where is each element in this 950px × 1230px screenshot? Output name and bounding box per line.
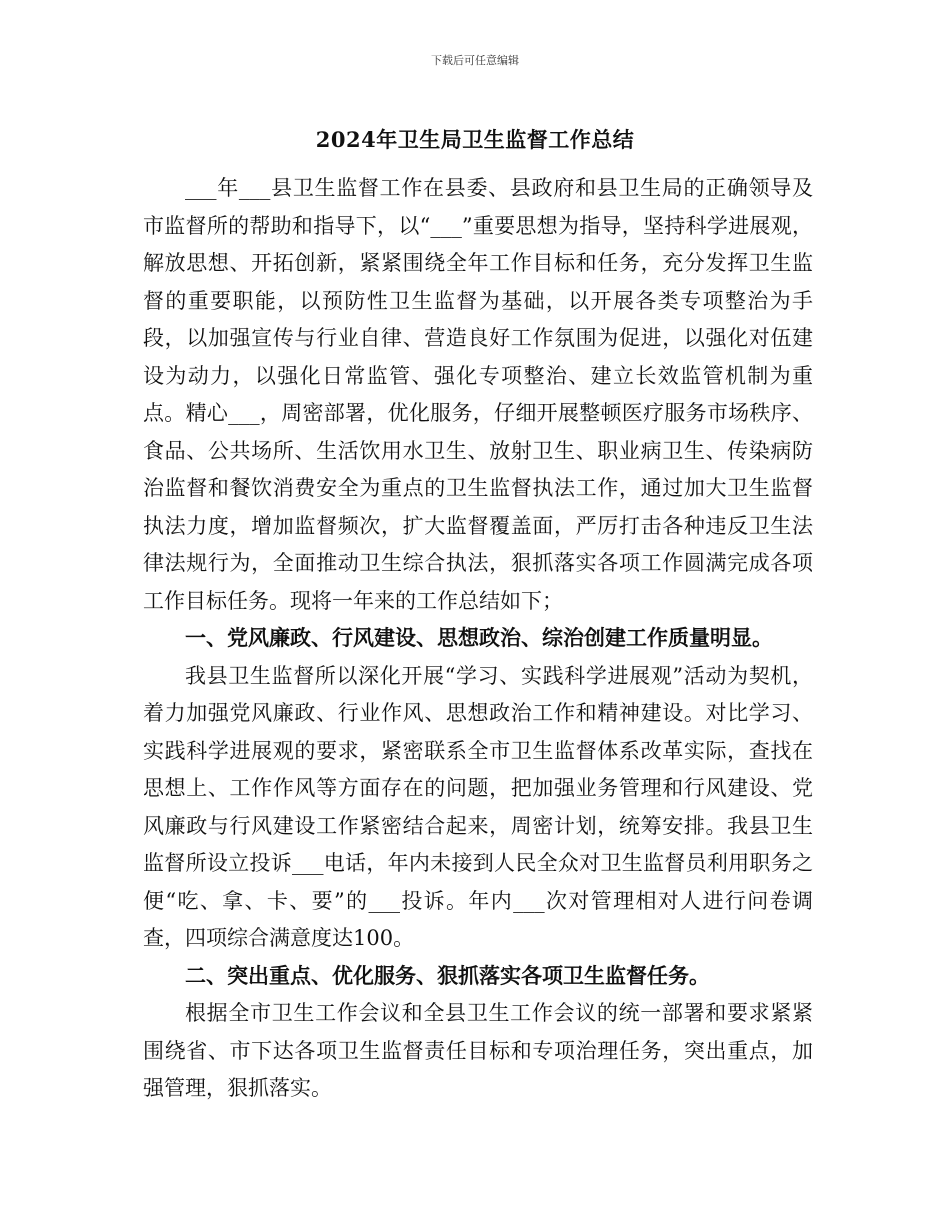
header-note: 下载后可任意编辑 xyxy=(431,54,519,67)
intro-paragraph: ___年___县卫生监督工作在县委、县政府和县卫生局的正确领导及市监督所的帮助和指导下，以“___”重要思想为指导，坚持科学进展观，解放思想、开拓创新，紧紧围绕全年工作目标和任务，充分发挥卫生监督的重要职能，以预防性卫生监督为基础，以开展各类专项整治为手段，以加强宣传与行业自律、营造良好工作氛围为促进，以强化对伍建设为动力，以强化日常监管、强化专项整治、建立长效监管机制为重点。精心___，周密部署，优化服务，仔细开展整顿医疗服务市场秩序、食品、公共场所、生活饮用水卫生、放射卫生、职业病卫生、传染病防治监督和餐饮消费安全为重点的卫生监督执法工作，通过加大卫生监督执法力度，增加监督频次，扩大监督覆盖面，严厉打击各种违反卫生法律法规行为，全面推动卫生综合执法，狠抓落实各项工作圆满完成各项工作目标任务。现将一年来的工作总结如下； xyxy=(143,176,813,613)
document-body xyxy=(143,170,813,1108)
section-2-heading: 二、突出重点、优化服务、狠抓落实各项卫生监督任务。 xyxy=(185,963,710,988)
document-title: 2024年卫生局卫生监督工作总结 xyxy=(315,127,635,152)
section-2-paragraph: 根据全市卫生工作会议和全县卫生工作会议的统一部署和要求紧紧围绕省、市下达各项卫生监督责任目标和专项治理任务，突出重点，加强管理，狠抓落实。 xyxy=(143,1001,813,1100)
section-1-heading: 一、党风廉政、行风建设、思想政治、综治创建工作质量明显。 xyxy=(185,626,773,650)
section-1-paragraph: 我县卫生监督所以深化开展“学习、实践科学进展观”活动为契机，着力加强党风廉政、行业作风、思想政治工作和精神建设。对比学习、实践科学进展观的要求，紧密联系全市卫生监督体系改革实际，查找在思想上、工作作风等方面存在的问题，把加强业务管理和行风建设、党风廉政与行风建设工作紧密结合起来，周密计划，统筹安排。我县卫生监督所设立投诉___电话，年内未接到人民全众对卫生监督员利用职务之便“吃、拿、卡、要”的___投诉。年内___次对管理相对人进行问卷调查，四项综合满意度达100。 xyxy=(143,663,813,950)
